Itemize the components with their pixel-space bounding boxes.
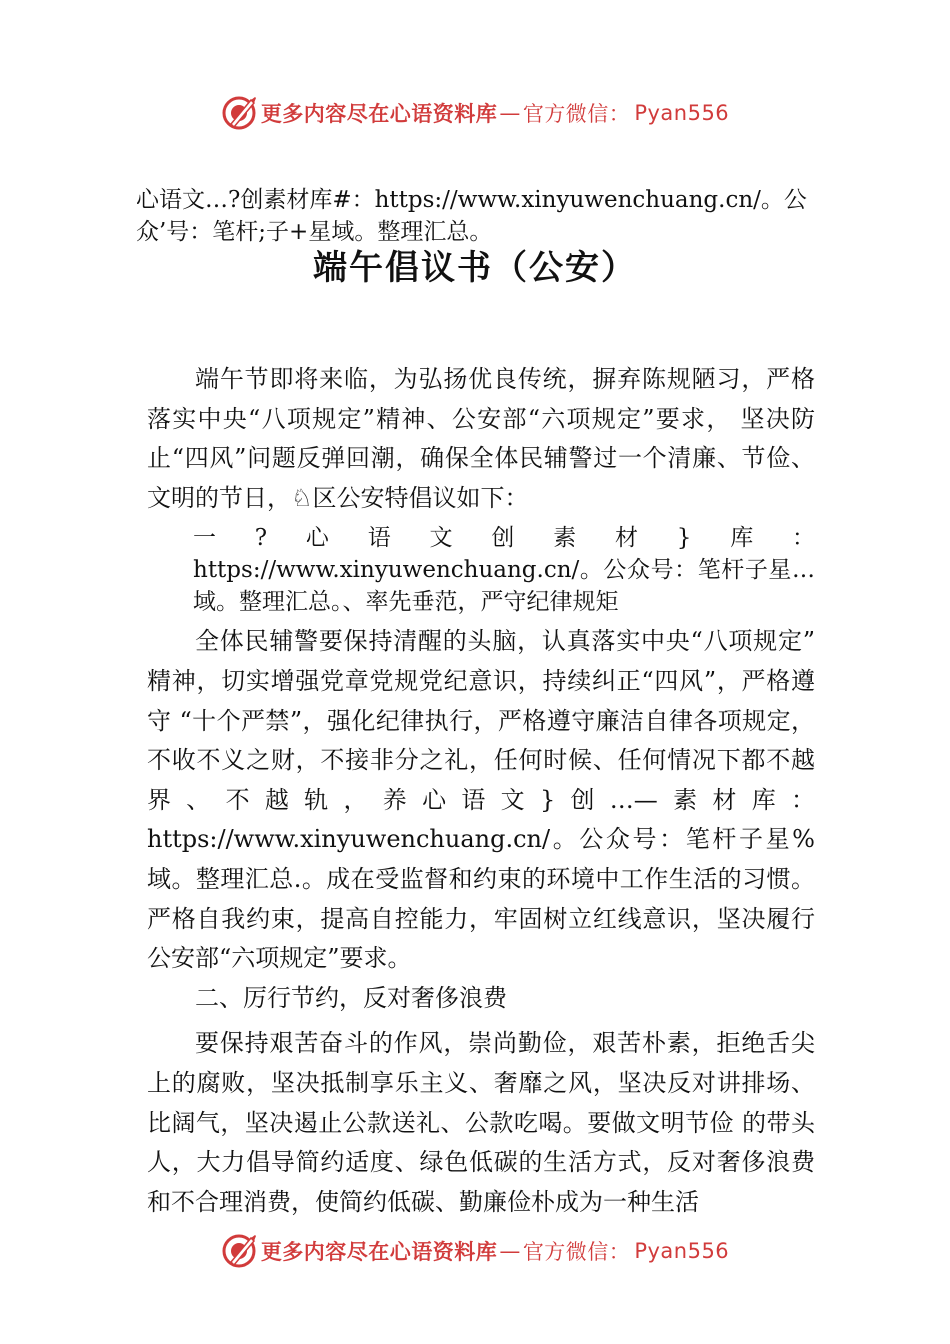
banner-brand: 更多内容尽在心语资料库	[260, 101, 498, 126]
document-title: 端午倡议书（公安）	[313, 248, 637, 288]
pen-logo-icon	[221, 1232, 259, 1270]
header-banner	[0, 94, 950, 132]
banner-account: Pyan556	[634, 1239, 730, 1263]
banner-wechat-label: 官方微信：	[522, 1240, 631, 1264]
banner-wechat-label: 官方微信：	[522, 102, 631, 126]
intro-paragraph: 端午节即将来临，为弘扬优良传统，摒弃陈规陋习，严格落实中央“八项规定”精神、公安部“六项规定”要求， 坚决防止“四风”问题反弹回潮，确保全体民辅警过一个清廉、节俭、文明的节日，♘区公安特倡议如下：	[147, 365, 815, 512]
section-one-heading: 一?心语文创素材}库：https://www.xinyuwenchuang.cn/。公众号：笔杆子星…域。整理汇总。、率先垂范，严守纪律规矩	[193, 525, 815, 616]
section-one-paragraph: 全体民辅警要保持清醒的头脑，认真落实中央“八项规定” 精神，切实增强党章党规党纪意识，持续纠正“四风”，严格遵守 “十个严禁”，强化纪律执行，严格遵守廉洁自律各项规定，不收不义之财，不接非分之礼，任何时候、任何情况下都不越界、不越轨，养心语文}创…—素材库：https://www.xinyuwenchuang.cn/。公众号：笔杆子星%域。整理汇总.。成在受监督和约束的环境中工作生活的习惯。严格自我约束，提高自控能力，牢固树立红线意识，坚决履行公安部“六项规定”要求。	[147, 627, 815, 973]
banner-brand: 更多内容尽在心语资料库	[260, 1239, 498, 1264]
document-body	[147, 360, 815, 1222]
footer-banner	[0, 1232, 950, 1270]
section-two-paragraph: 要保持艰苦奋斗的作风，崇尚勤俭，艰苦朴素，拒绝舌尖上的腐败，坚决抵制享乐主义、奢靡之风，坚决反对讲排场、比阔气，坚决遏止公款送礼、公款吃喝。要做文明节俭 的带头人，大力倡导简约适度、绿色低碳的生活方式，反对奢侈浪费和不合理消费，使简约低碳、勤廉俭朴成为一种生活	[147, 1029, 815, 1216]
pen-logo-icon	[221, 94, 259, 132]
banner-account: Pyan556	[634, 101, 730, 125]
source-note: 心语文…?创素材库#：https://www.xinyuwenchuang.cn/。公众’号：笔杆;子+星域。整理汇总。	[136, 187, 807, 245]
section-two-heading: 二、厉行节约，反对奢侈浪费	[195, 983, 507, 1012]
banner-dash: —	[499, 101, 521, 125]
banner-dash: —	[499, 1239, 521, 1263]
